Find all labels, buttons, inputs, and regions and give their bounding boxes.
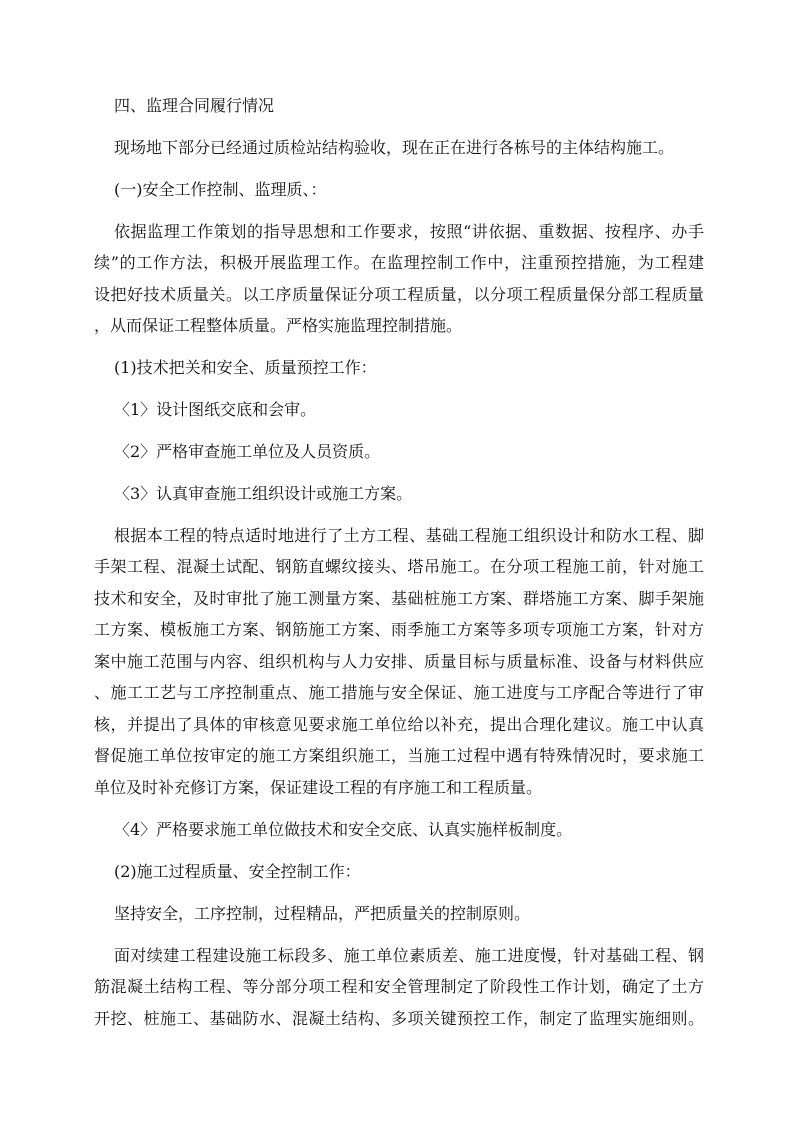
section-heading: 四、监理合同履行情况 bbox=[114, 96, 275, 115]
paragraph-line: 案中施工范围与内容、组织机构与人力安排、质量目标与质量标准、设备与材料供应 bbox=[94, 652, 704, 671]
paragraph-line: 面对续建工程建设施工标段多、施工单位素质差、施工进度慢，针对基础工程、钢 bbox=[114, 946, 704, 965]
paragraph-line: 开挖、桩施工、基础防水、混凝土结构、多项关键预控工作，制定了监理实施细则。 bbox=[94, 1009, 704, 1028]
list-item: 〈1〉设计图纸交底和会审。 bbox=[114, 400, 317, 419]
paragraph-line: ，从而保证工程整体质量。严格实施监理控制措施。 bbox=[94, 316, 463, 335]
paragraph-line: 根据本工程的特点适时地进行了土方工程、基础工程施工组织设计和防水工程、脚 bbox=[114, 526, 704, 545]
paragraph-line: 单位及时补充修订方案，保证建设工程的有序施工和工程质量。 bbox=[94, 778, 543, 797]
list-item: 〈4〉严格要求施工单位做技术和安全交底、认真实施样板制度。 bbox=[114, 820, 573, 839]
paragraph-line: 手架工程、混凝土试配、钢筋直螺纹接头、塔吊施工。在分项工程施工前，针对施工 bbox=[94, 557, 704, 576]
subsection-heading: (一)安全工作控制、监理质、： bbox=[114, 180, 327, 199]
paragraph-line: 依据监理工作策划的指导思想和工作要求，按照“讲依据、重数据、按程序、办手 bbox=[114, 222, 704, 241]
list-item: 〈2〉严格审查施工单位及人员资质。 bbox=[114, 442, 381, 461]
paragraph-line: 现场地下部分已经通过质检站结构验收，现在正在进行各栋号的主体结构施工。 bbox=[114, 138, 675, 157]
paragraph-line: 督促施工单位按审定的施工方案组织施工，当施工过程中遇有特殊情况时，要求施工 bbox=[94, 746, 704, 765]
paragraph-line: 工方案、模板施工方案、钢筋施工方案、雨季施工方案等多项专项施工方案，针对方 bbox=[94, 620, 704, 639]
paragraph-line: 设把好技术质量关。以工序质量保证分项工程质量，以分项工程质量保分部工程质量 bbox=[94, 285, 704, 304]
list-item: 〈3〉认真审查施工组织设计或施工方案。 bbox=[114, 484, 413, 503]
paragraph-line: 技术和安全，及时审批了施工测量方案、基础桩施工方案、群塔施工方案、脚手架施 bbox=[94, 589, 704, 608]
paragraph-line: 坚持安全，工序控制，过程精品，严把质量关的控制原则。 bbox=[114, 904, 531, 923]
paragraph-line: 续”的工作方法，积极开展监理工作。在监理控制工作中，注重预控措施，为工程建 bbox=[94, 253, 704, 272]
list-heading: (2)施工过程质量、安全控制工作： bbox=[114, 862, 361, 881]
paragraph-line: 、施工工艺与工序控制重点、施工措施与安全保证、施工进度与工序配合等进行了审 bbox=[94, 683, 704, 702]
list-heading: (1)技术把关和安全、质量预控工作： bbox=[114, 358, 377, 377]
paragraph-line: 筋混凝土结构工程、等分部分项工程和安全管理制定了阶段性工作计划，确定了土方 bbox=[94, 977, 704, 996]
paragraph-line: 核，并提出了具体的审核意见要求施工单位给以补充，提出合理化建议。施工中认真 bbox=[94, 715, 704, 734]
